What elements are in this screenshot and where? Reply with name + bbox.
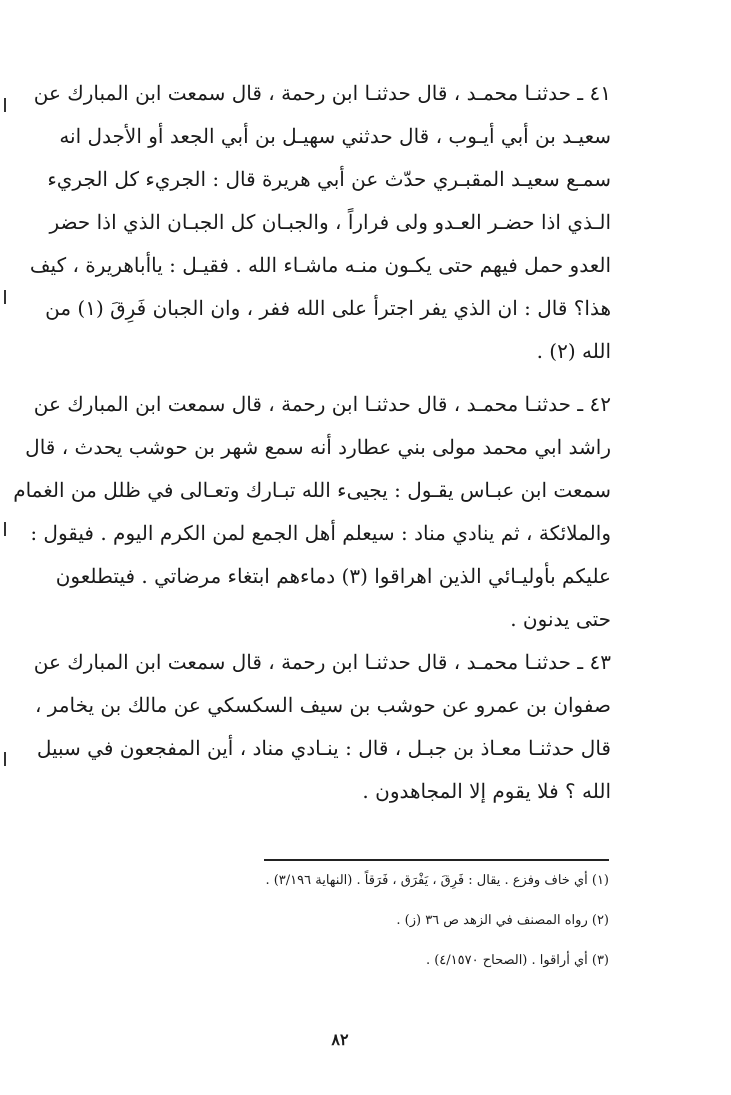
footnote-divider	[264, 859, 609, 861]
text-line: قال حدثنـا معـاذ بن جبـل ، قال : ينـادي مناد ، أين المفجعون في سبيل	[36, 736, 611, 760]
text-line: والملائكة ، ثم ينادي مناد : سيعلم أهل الجمع لمن الكرم اليوم . فيقول :	[30, 521, 611, 545]
hadith-42	[13, 383, 611, 641]
text-line: صفوان بن عمرو عن حوشب بن سيف السكسكي عن مالك بن يخامر ،	[34, 693, 611, 717]
hadith-41	[29, 72, 611, 373]
text-line: سعيـد بن أبي أيـوب ، قال حدثني سهيـل بن أبي الجعد أو الأجدل انه	[59, 124, 611, 148]
scan-edge-mark	[4, 522, 6, 536]
scan-edge-mark	[4, 290, 6, 304]
text-line: عليكم بأوليـائي الذين اهراقوا (٣) دماءهم ابتغاء مرضاتي . فيتطلعون	[55, 564, 611, 588]
text-line: راشد ابي محمد مولى بني عطارد أنه سمع شهر بن حوشب يحدث ، قال	[25, 435, 611, 459]
footnote-1: (١) أي خاف وفزع . يقال : فَرِقَ ، يَفْرَق ، فَرَقاً . (النهاية ٣/١٩٦) .	[265, 873, 609, 888]
scan-edge-mark	[4, 752, 6, 766]
scan-edge-mark	[4, 98, 6, 112]
text-line: ٤٣ ـ حدثنـا محمـد ، قال حدثنـا ابن رحمة ، قال سمعت ابن المبارك عن	[33, 650, 611, 674]
body-text	[13, 72, 611, 813]
text-line: الله (٢) .	[536, 339, 611, 363]
text-line: الله ؟ فلا يقوم إلا المجاهدون .	[362, 779, 611, 803]
footnote-2: (٢) رواه المصنف في الزهد ص ٣٦ (ز) .	[396, 913, 609, 928]
text-line: هذا؟ قال : ان الذي يفر اجترأ على الله ففر ، وان الجبان فَرِقَ (١) من	[45, 296, 611, 320]
page-number: ٨٢	[331, 1030, 349, 1049]
text-line: حتى يدنون .	[510, 607, 611, 631]
text-line: العدو حمل فيهم حتى يكـون منـه ماشـاء الله . فقيـل : ياأباهريرة ، كيف	[29, 253, 611, 277]
hadith-43	[33, 641, 611, 813]
text-line: الـذي اذا حضـر العـدو ولى فراراً ، والجبـان كل الجبـان الذي اذا حضر	[49, 210, 611, 234]
text-line: سمـع سعيـد المقبـري حدّث عن أبي هريرة قال : الجريء كل الجريء	[47, 167, 611, 191]
footnotes	[129, 872, 609, 992]
text-line: سمعت ابن عبـاس يقـول : يجيىء الله تبـارك وتعـالى في ظلل من الغمام	[13, 478, 611, 502]
footnote-3: (٣) أي أراقوا . (الصحاح ٤/١٥٧٠) .	[425, 953, 609, 968]
text-line: ٤١ ـ حدثنـا محمـد ، قال حدثنـا ابن رحمة ، قال سمعت ابن المبارك عن	[33, 81, 611, 105]
text-line: ٤٢ ـ حدثنـا محمـد ، قال حدثنـا ابن رحمة ، قال سمعت ابن المبارك عن	[33, 392, 611, 416]
